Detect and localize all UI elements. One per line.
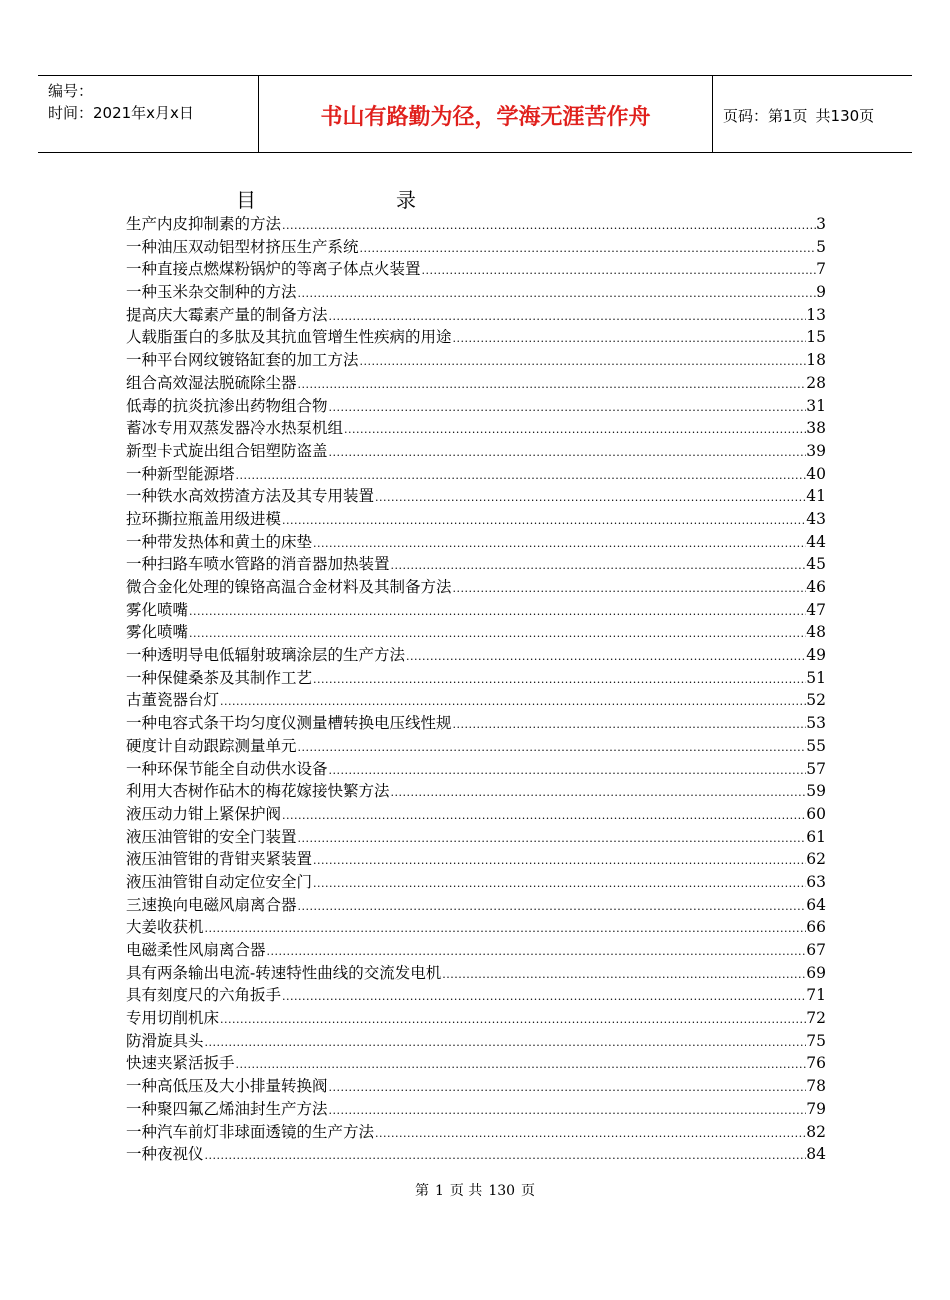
toc-entry-title: 雾化喷嘴 (126, 623, 189, 642)
toc-entry-page: 59 (806, 782, 826, 801)
toc-entry[interactable] (126, 463, 826, 486)
toc-entry[interactable] (126, 621, 826, 644)
toc-entry-page: 76 (806, 1054, 826, 1073)
toc-entry-title: 快速夹紧活扳手 (126, 1054, 235, 1073)
toc-entry-leader (281, 986, 806, 1009)
toc-entry-leader (359, 351, 807, 374)
toc-entry[interactable] (126, 395, 826, 418)
toc-entry-page: 48 (806, 623, 826, 642)
header-left-cell (38, 76, 258, 152)
toc-entry[interactable] (126, 962, 826, 985)
toc-entry-page: 41 (806, 487, 826, 506)
toc-entry-page: 75 (806, 1031, 826, 1050)
document-time-label: 时间：2021年x月x日 (48, 104, 194, 122)
toc-entry[interactable] (126, 939, 826, 962)
toc-entry-leader (452, 714, 807, 737)
page-header (38, 75, 912, 153)
toc-entry[interactable] (126, 485, 826, 508)
toc-entry-leader (235, 1054, 807, 1077)
document-number-label: 编号： (48, 82, 94, 100)
toc-entry-leader (312, 533, 806, 556)
toc-entry[interactable] (126, 576, 826, 599)
toc-entry-leader (405, 646, 806, 669)
toc-entry[interactable] (126, 258, 826, 281)
toc-entry-title: 一种汽车前灯非球面透镜的生产方法 (126, 1122, 375, 1141)
toc-entry-title: 蓄冰专用双蒸发器冷水热泵机组 (126, 419, 344, 438)
toc-entry-leader (374, 1123, 806, 1146)
toc-entry-leader (204, 918, 807, 941)
toc-entry-page: 53 (806, 714, 826, 733)
toc-entry[interactable] (126, 1121, 826, 1144)
toc-entry-page: 55 (806, 736, 826, 755)
toc-entry-leader (188, 601, 806, 624)
toc-title (236, 184, 426, 210)
toc-entry-leader (204, 1145, 807, 1168)
toc-entry-leader (390, 782, 807, 805)
toc-entry-page: 64 (806, 895, 826, 914)
toc-entry-page: 72 (806, 1009, 826, 1028)
toc-entry-leader (219, 691, 806, 714)
toc-entry-leader (297, 283, 816, 306)
toc-entry-title: 一种高低压及大小排量转换阀 (126, 1077, 328, 1096)
toc-entry-leader (297, 737, 807, 760)
toc-entry[interactable] (126, 531, 826, 554)
toc-entry-title: 人载脂蛋白的多肽及其抗血管增生性疾病的用途 (126, 328, 452, 347)
toc-entry-page: 60 (806, 804, 826, 823)
toc-entry-title: 雾化喷嘴 (126, 600, 189, 619)
toc-entry-title: 一种电容式条干均匀度仪测量槽转换电压线性规 (126, 714, 452, 733)
toc-entry[interactable] (126, 281, 826, 304)
toc-title-left: 目 (236, 188, 256, 212)
toc-entry-leader (328, 397, 807, 420)
toc-entry-title: 一种扫路车喷水管路的消音器加热装置 (126, 555, 390, 574)
toc-entry-leader (281, 510, 806, 533)
toc-entry[interactable] (126, 1075, 826, 1098)
toc-entry-page: 61 (806, 827, 826, 846)
toc-entry-title: 液压油管钳自动定位安全门 (126, 872, 313, 891)
header-motto-cell (258, 76, 713, 152)
toc-entry-title: 具有刻度尺的六角扳手 (126, 986, 282, 1005)
toc-entry-page: 52 (806, 691, 826, 710)
toc-entry-leader (297, 828, 807, 851)
toc-entry-title: 电磁柔性风扇离合器 (126, 941, 266, 959)
toc-entry-page: 84 (806, 1145, 826, 1164)
toc-entry[interactable] (126, 758, 826, 781)
toc-entry[interactable] (126, 984, 826, 1007)
toc-entry-leader (312, 850, 806, 873)
toc-entry-page: 5 (816, 237, 826, 256)
toc-entry-leader (452, 328, 807, 351)
toc-entry[interactable] (126, 304, 826, 327)
toc-entry[interactable] (126, 803, 826, 826)
toc-entry[interactable] (126, 326, 826, 349)
toc-entry[interactable] (126, 1030, 826, 1053)
toc-entry[interactable] (126, 871, 826, 894)
toc-entry-leader (297, 374, 807, 397)
toc-entry-title: 一种透明导电低辐射玻璃涂层的生产方法 (126, 646, 406, 665)
toc-entry-leader (390, 555, 807, 578)
toc-entry-title: 利用大杏树作砧木的梅花嫁接快繁方法 (126, 782, 390, 801)
toc-entry-title: 一种聚四氟乙烯油封生产方法 (126, 1099, 328, 1118)
toc-entry-leader (281, 805, 806, 828)
toc-entry-title: 一种保健桑茶及其制作工艺 (126, 668, 313, 687)
toc-entry-leader (312, 873, 806, 896)
toc-entry[interactable] (126, 417, 826, 440)
toc-entry[interactable] (126, 599, 826, 622)
toc-entry-leader (328, 760, 807, 783)
header-page-cell (713, 76, 912, 152)
toc-entry-title: 新型卡式旋出组合铝塑防盗盖 (126, 441, 328, 460)
toc-entry-title: 大姜收获机 (126, 918, 204, 937)
toc-entry[interactable] (126, 780, 826, 803)
footer-page-prefix: 第 (414, 1183, 429, 1199)
toc-entry-leader (188, 623, 806, 646)
toc-entry-page: 18 (806, 351, 826, 370)
toc-entry-page: 38 (806, 419, 826, 438)
toc-entry[interactable] (126, 667, 826, 690)
toc-entry-page: 71 (806, 986, 826, 1005)
toc-entry-page: 7 (816, 260, 826, 279)
toc-entry-title: 组合高效湿法脱硫除尘器 (126, 373, 297, 392)
toc-entry[interactable] (126, 735, 826, 758)
toc-entry-title: 一种新型能源塔 (126, 464, 235, 483)
footer-page-mid: 页 共 (449, 1183, 483, 1199)
toc-entry[interactable] (126, 213, 826, 236)
toc-entry-page: 51 (806, 668, 826, 687)
toc-entry-title: 拉环撕拉瓶盖用级进模 (126, 509, 282, 528)
toc-entry[interactable] (126, 689, 826, 712)
toc-entry-page: 67 (806, 941, 826, 959)
header-page-code (723, 105, 874, 126)
toc-entry-leader (359, 238, 816, 261)
toc-title-right: 录 (396, 188, 416, 212)
toc-entry-title: 生产内皮抑制素的方法 (126, 215, 282, 233)
toc-entry-page: 39 (806, 441, 826, 460)
header-page-current: 页码：第1页 (723, 107, 808, 125)
toc-entry[interactable] (126, 1143, 826, 1166)
toc-entry[interactable] (126, 848, 826, 871)
toc-entry-title: 一种油压双动铝型材挤压生产系统 (126, 237, 359, 256)
toc-entry-title: 一种直接点燃煤粉锅炉的等离子体点火装置 (126, 260, 421, 279)
toc-entry-page: 46 (806, 578, 826, 596)
toc-entry-leader (328, 306, 807, 329)
page-footer (0, 1180, 950, 1200)
toc-entry-page: 78 (806, 1077, 826, 1096)
toc-entry-title: 液压油管钳的背钳夹紧装置 (126, 850, 313, 869)
toc-entry-page: 15 (806, 328, 826, 347)
toc-entry-leader (441, 964, 806, 987)
toc-entry[interactable] (126, 372, 826, 395)
toc-entry-leader (343, 419, 806, 442)
toc-entry-page: 40 (806, 464, 826, 483)
toc-entry[interactable] (126, 916, 826, 939)
toc-entry[interactable] (126, 440, 826, 463)
toc-entry-page: 3 (816, 215, 826, 233)
toc-entry-leader (297, 896, 807, 919)
toc-entry[interactable] (126, 644, 826, 667)
toc-entry-page: 82 (806, 1122, 826, 1141)
toc-list (126, 213, 826, 1166)
toc-entry-title: 防滑旋具头 (126, 1031, 204, 1050)
toc-entry-title: 液压油管钳的安全门装置 (126, 827, 297, 846)
toc-entry-page: 45 (806, 555, 826, 574)
toc-entry[interactable] (126, 894, 826, 917)
toc-entry-page: 69 (806, 963, 826, 982)
toc-entry-leader (452, 578, 807, 601)
toc-entry[interactable] (126, 508, 826, 531)
toc-entry[interactable] (126, 826, 826, 849)
toc-entry-page: 49 (806, 646, 826, 665)
toc-entry-title: 具有两条输出电流-转速特性曲线的交流发电机 (126, 963, 442, 982)
toc-entry-title: 液压动力钳上紧保护阀 (126, 804, 282, 823)
toc-entry-page: 66 (806, 918, 826, 937)
toc-entry-page: 13 (806, 305, 826, 324)
toc-entry-page: 62 (806, 850, 826, 869)
toc-entry-page: 43 (806, 509, 826, 528)
toc-entry-leader (219, 1009, 806, 1032)
toc-entry-page: 9 (816, 283, 826, 302)
toc-entry[interactable] (126, 553, 826, 576)
toc-entry-title: 一种夜视仪 (126, 1145, 204, 1164)
toc-entry-title: 低毒的抗炎抗渗出药物组合物 (126, 396, 328, 415)
toc-entry-page: 31 (806, 396, 826, 415)
toc-entry[interactable] (126, 236, 826, 259)
toc-entry-leader (328, 1077, 807, 1100)
toc-entry[interactable] (126, 1007, 826, 1030)
toc-entry-title: 提高庆大霉素产量的制备方法 (126, 305, 328, 324)
toc-entry-page: 57 (806, 759, 826, 778)
toc-entry-leader (421, 260, 816, 283)
toc-entry-page: 63 (806, 872, 826, 891)
toc-entry[interactable] (126, 1098, 826, 1121)
toc-entry-leader (328, 1100, 807, 1123)
toc-entry-title: 一种带发热体和黄土的床垫 (126, 532, 313, 551)
toc-entry[interactable] (126, 712, 826, 735)
toc-entry-page: 79 (806, 1099, 826, 1118)
toc-entry-leader (266, 941, 807, 964)
toc-entry-title: 专用切削机床 (126, 1009, 220, 1028)
toc-entry-leader (235, 465, 807, 488)
toc-entry-page: 47 (806, 600, 826, 619)
toc-entry-page: 44 (806, 532, 826, 551)
toc-entry-title: 一种玉米杂交制种的方法 (126, 283, 297, 302)
footer-page-total: 130 (488, 1183, 516, 1199)
toc-entry[interactable] (126, 1052, 826, 1075)
toc-entry-title: 硬度计自动跟踪测量单元 (126, 736, 297, 755)
toc-entry-title: 古董瓷器台灯 (126, 691, 220, 710)
toc-entry-leader (374, 487, 806, 510)
toc-entry-title: 一种环保节能全自动供水设备 (126, 759, 328, 778)
footer-page-number: 1 (434, 1183, 444, 1199)
toc-entry-title: 微合金化处理的镍铬高温合金材料及其制备方法 (126, 578, 452, 596)
toc-entry-leader (328, 442, 807, 465)
footer-page-suffix: 页 (521, 1183, 536, 1199)
toc-entry-title: 一种平台网纹镀铬缸套的加工方法 (126, 351, 359, 370)
toc-entry[interactable] (126, 349, 826, 372)
header-motto: 书山有路勤为径，学海无涯苦作舟 (320, 105, 651, 130)
toc-entry-leader (312, 669, 806, 692)
toc-entry-page: 28 (806, 373, 826, 392)
toc-entry-leader (204, 1032, 807, 1055)
toc-entry-title: 三速换向电磁风扇离合器 (126, 895, 297, 914)
header-page-total: 共130页 (815, 107, 875, 125)
toc-entry-leader (281, 215, 816, 238)
toc-entry-title: 一种铁水高效捞渣方法及其专用装置 (126, 487, 375, 506)
